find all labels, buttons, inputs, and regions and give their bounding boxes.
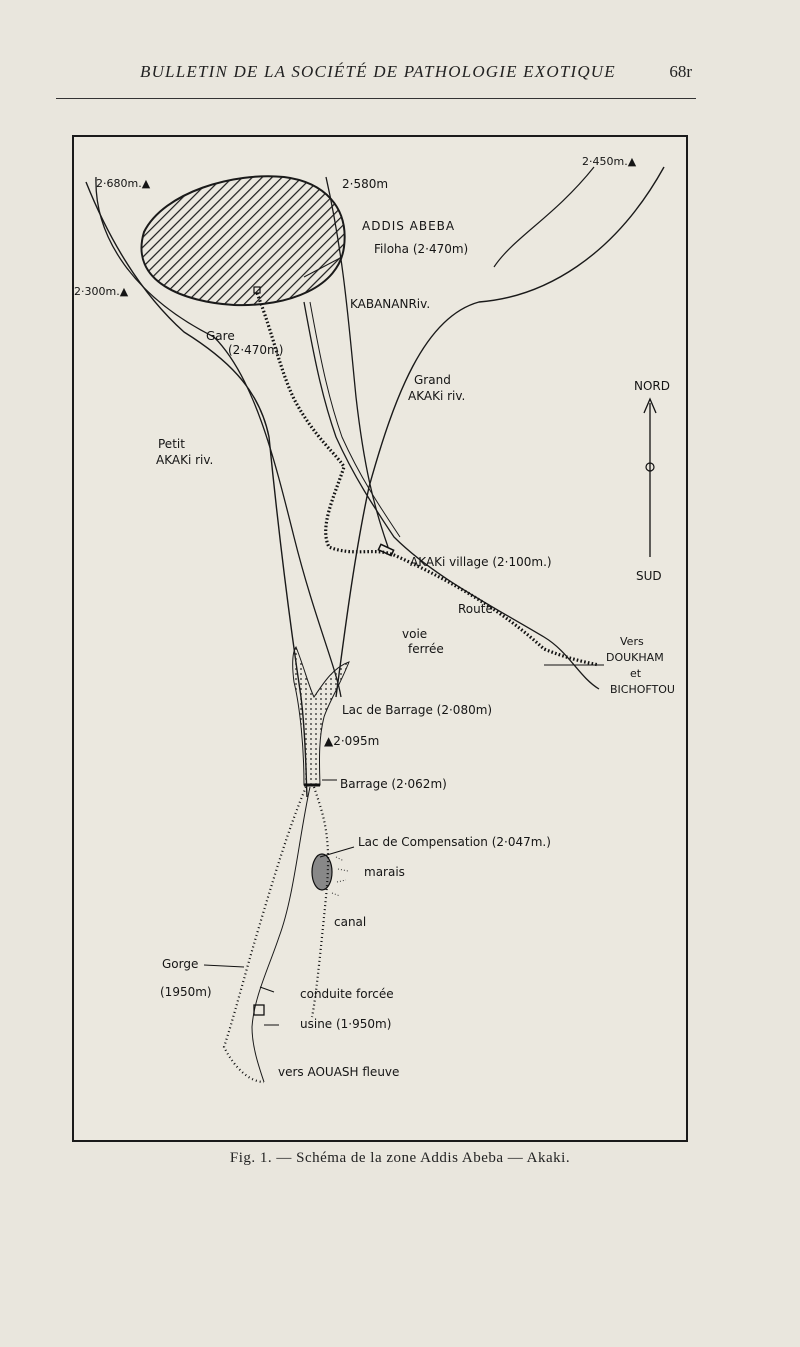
label-vers-aouash: vers AOUASH fleuve (278, 1065, 400, 1079)
gorge-line (224, 787, 306, 1082)
label-kabana-riv: KABANANRiv. (350, 297, 431, 311)
figure-caption: Fig. 1. — Schéma de la zone Addis Abeba — Akaki. (229, 1150, 571, 1166)
lac-de-compensation (312, 854, 332, 890)
marais-dots (332, 857, 348, 896)
map-frame (72, 135, 688, 1142)
lac-de-barrage (293, 647, 349, 785)
label-ferree: ferrée (408, 642, 444, 656)
label-akaki-village: AKAKi village (2·100m.) (410, 555, 552, 569)
label-barrage: Barrage (2·062m) (340, 777, 447, 791)
label-sud: SUD (636, 569, 662, 583)
label-grand: Grand (414, 373, 451, 387)
stream-top (494, 167, 594, 267)
label-addis-abeba: ADDIS ABEBA (362, 219, 456, 233)
label-lac-de-compensation: Lac de Compensation (2·047m.) (358, 835, 551, 849)
label-gorge-elevation: (1950m) (160, 985, 212, 999)
journal-title: BULLETIN DE LA SOCIÉTÉ DE PATHOLOGIE EXOTIQUE (140, 62, 616, 81)
label-et: et (630, 667, 642, 680)
elevation-top-left: 2·680m.▲ (96, 177, 151, 190)
elevation-left: 2·300m.▲ (74, 285, 129, 298)
page-header (56, 58, 696, 99)
elevation-addis-top: 2·580m (342, 177, 389, 191)
label-petit-akaki-riv: AKAKi riv. (156, 453, 214, 467)
page-number: 68r (669, 62, 692, 81)
elevation-mid: ▲2·095m (324, 734, 380, 748)
label-marais: marais (364, 865, 405, 879)
railway-line (257, 293, 599, 665)
label-grand-akaki-riv: AKAKi riv. (408, 389, 466, 403)
label-canal: canal (334, 915, 367, 929)
label-vers: Vers (620, 635, 644, 648)
river-channel (252, 787, 310, 1082)
label-gare-elevation: (2·470m) (228, 343, 284, 357)
elevation-top-right: 2·450m.▲ (582, 155, 637, 168)
label-gorge: Gorge (162, 957, 199, 971)
addis-abeba-area (141, 176, 344, 305)
canal-line (312, 787, 328, 1017)
label-voie: voie (402, 627, 428, 641)
label-doukham: DOUKHAM (606, 651, 664, 664)
label-gare: Gare (206, 329, 235, 343)
label-usine: usine (1·950m) (300, 1017, 392, 1031)
road-line (304, 302, 599, 689)
label-nord: NORD (634, 379, 670, 393)
label-conduite-forcee: conduite forcée (300, 987, 394, 1001)
label-bichoftou: BICHOFTOU (610, 683, 675, 696)
label-lac-de-barrage: Lac de Barrage (2·080m) (342, 703, 493, 717)
label-petit: Petit (158, 437, 185, 451)
label-route: Route (458, 602, 493, 616)
label-filoha: Filoha (2·470m) (374, 242, 469, 256)
